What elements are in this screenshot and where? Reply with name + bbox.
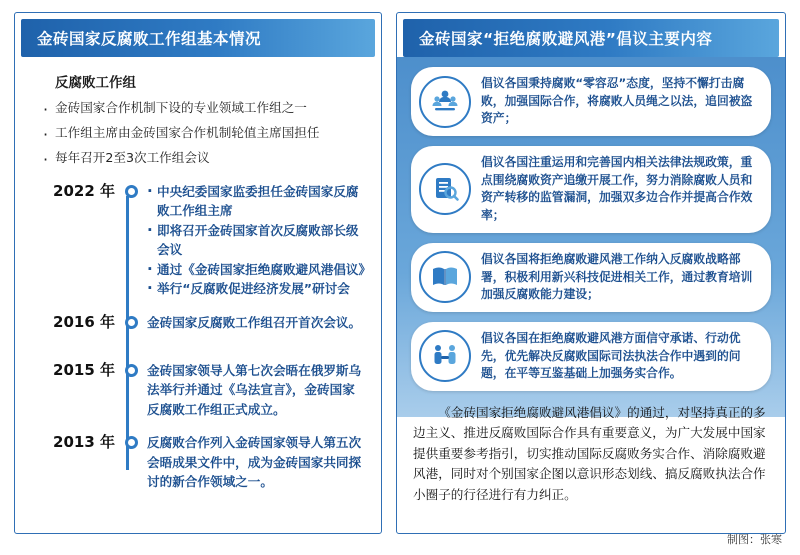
timeline-dot-icon [121,361,141,377]
timeline-entry [29,433,369,492]
timeline-year: 2015 年 [53,360,115,379]
timeline-sub-item: · 通过《金砖国家拒绝腐败避风港倡议》 [147,260,365,280]
timeline-year: 2016 年 [53,312,115,331]
left-panel [14,12,382,534]
timeline-text: 反腐败合作列入金砖国家领导人第五次会晤成果文件中，成为金砖国家共同探讨的新合作领域之一。 [147,435,362,490]
people-group-icon [419,76,471,128]
timeline-text: 金砖国家反腐败工作组召开首次会议。 [147,314,362,330]
document-search-icon [419,163,471,215]
credit-line: 制图：张寒 [727,533,782,546]
closing-paragraph: 《金砖国家拒绝腐败避风港倡议》的通过，对坚持真正的多边主义、推进反腐败国际合作具有重要意义，为广大发展中国家提供重要参考指引，切实推动国际反腐败务实合作、消除腐败避风港，同时对个别国家企图以意识形态划线、搞反腐败执法合作小圈子的行径进行有力纠正。 [413,404,766,502]
left-panel-title: 金砖国家反腐败工作组基本情况 [21,19,375,57]
initiative-card-list [411,67,771,391]
timeline-year: 2022 年 [53,181,115,200]
list-item [411,146,771,233]
list-item: · 金砖国家合作机制下设的专业领域工作组之一 [43,99,369,118]
timeline-year: 2013 年 [53,433,115,452]
initiative-text: 倡议各国秉持腐败“零容忍”态度，坚持不懈打击腐败，加强国际合作，将腐败人员绳之以法，追回被盗资产； [481,76,753,126]
left-panel-body [15,57,381,492]
timeline-sub-item: · 举行“反腐败促进经济发展”研讨会 [147,279,365,299]
open-book-icon [419,251,471,303]
timeline-sub-item: · 中央纪委国家监委担任金砖国家反腐败工作组主席 [147,182,365,221]
right-panel [396,12,786,534]
list-item [411,67,771,136]
right-panel-body [397,57,785,517]
timeline-entry [29,313,369,347]
right-panel-title: 金砖国家“拒绝腐败避风港”倡议主要内容 [403,19,779,57]
list-item: · 工作组主席由金砖国家合作机制轮值主席国担任 [43,124,369,143]
timeline-sub-item: · 即将召开金砖国家首次反腐败部长级会议 [147,221,365,260]
left-bullet-list [29,99,369,168]
initiative-text: 倡议各国在拒绝腐败避风港方面信守承诺、行动优先，优先解决反腐败国际司法执法合作中遇到的问题，在平等互鉴基础上加强务实合作。 [481,330,741,381]
left-subtitle: 反腐败工作组 [55,75,136,91]
initiative-text: 倡议各国注重运用和完善国内相关法律法规政策，重点围绕腐败资产追缴开展工作，努力消除腐败人员和资产转移的监管漏洞，加强双多边合作并提高合作效率； [481,155,753,223]
timeline-text [141,182,372,299]
timeline-entry [29,181,372,299]
handshake-people-icon [419,330,471,382]
initiative-text: 倡议各国将拒绝腐败避风港工作纳入反腐败战略部署，积极利用新兴科技促进相关工作，通过教育培训加强反腐败能力建设； [481,251,753,302]
timeline [29,181,372,492]
timeline-text: 金砖国家领导人第七次会晤在俄罗斯乌法举行并通过《乌法宣言》，金砖国家反腐败工作组正式成立。 [147,362,362,417]
list-item: · 每年召开2至3次工作组会议 [43,149,369,168]
timeline-entry [29,361,369,420]
list-item [411,322,771,391]
timeline-dot-icon [121,182,141,198]
timeline-dot-icon [121,313,141,329]
timeline-dot-icon [121,433,141,449]
list-item [411,243,771,312]
